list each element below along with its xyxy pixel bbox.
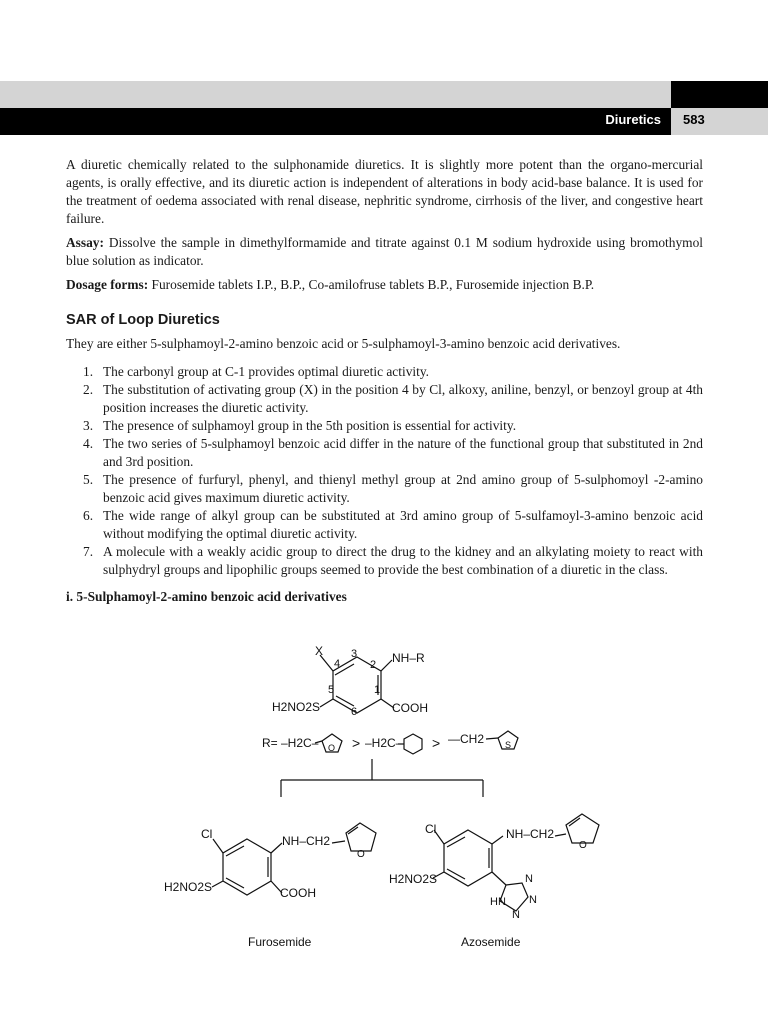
running-header: [0, 108, 671, 135]
nh-r-group: NH–R: [392, 651, 425, 665]
azosemide-nh-ch2: NH–CH2: [506, 827, 555, 841]
assay-paragraph: [66, 234, 703, 270]
page-number: 583: [671, 108, 768, 135]
list-item-text: The two series of 5-sulphamoyl benzoic acid differ in the nature of the functional group that substituted in 2nd and 3rd position.: [103, 436, 703, 469]
list-item-number: 1.: [83, 364, 94, 379]
furosemide-sulphamoyl: H2NO2S: [164, 880, 213, 894]
position-1: 1: [374, 684, 381, 696]
section-heading: SAR of Loop Diuretics: [66, 312, 220, 328]
greater-than-2: >: [432, 735, 441, 751]
tetrazole-n2: N: [529, 894, 537, 906]
subsection-heading: i. 5-Sulphamoyl-2-amino benzoic acid derivatives: [66, 589, 347, 604]
position-4: 4: [334, 658, 341, 670]
page-content: [66, 156, 703, 606]
list-item: [66, 381, 703, 417]
thiophene-sulfur: S: [505, 740, 512, 750]
benzyl-ring: [404, 734, 422, 754]
furosemide-furan-ring: [346, 823, 376, 851]
azosemide-name: Azosemide: [461, 935, 521, 949]
benzyl-label: –H2C–: [365, 736, 403, 750]
list-item-number: 6.: [83, 508, 94, 523]
r-label: R= –H2C–: [262, 736, 319, 750]
sar-intro: They are either 5-sulphamoyl-2-amino benzoic acid or 5-sulphamoyl-3-amino benzoic acid derivatives.: [66, 336, 621, 351]
list-item-number: 2.: [83, 382, 94, 397]
header-decor-block: [671, 81, 768, 108]
list-item: [66, 471, 703, 507]
list-item-text: The presence of sulphamoyl group in the 5th position is essential for activity.: [103, 418, 517, 433]
intro-paragraph: A diuretic chemically related to the sulphonamide diuretics. It is slightly more potent than the organo-mercurial agents, is orally effective, and its diuretic action is independent of alterations in body acid-base balance. It is used for the treatment of oedema associated with renal disease, nephritic syndrome, cirrhosis of the liver, and congestive heart failure.: [66, 157, 703, 226]
azosemide-cl: Cl: [425, 822, 437, 836]
list-item: [66, 507, 703, 543]
tetrazole-n1: N: [525, 873, 533, 885]
chemical-structures-figure: [0, 635, 768, 965]
azosemide-sulphamoyl: H2NO2S: [389, 872, 438, 886]
list-item: [66, 435, 703, 471]
position-6: 6: [351, 706, 358, 718]
list-item-text: The presence of furfuryl, phenyl, and thienyl methyl group at 2nd amino group of 5-sulphomoyl -2-amino benzoic acid gives maximum diuretic activity.: [103, 472, 703, 505]
position-2: 2: [370, 659, 377, 671]
list-item-text: The wide range of alkyl group can be substituted at 3rd amino group of 5-sulfamoyl-3-amino benzoic acid without modifying the optimal diuretic activity.: [103, 508, 703, 541]
list-item-number: 3.: [83, 418, 94, 433]
list-item-number: 7.: [83, 544, 94, 559]
assay-text: Dissolve the sample in dimethylformamide and titrate against 0.1 M sodium hydroxide using bromothymol blue solution as indicator.: [66, 235, 703, 268]
dosage-paragraph: [66, 276, 703, 294]
azosemide-furan-ring: [566, 814, 599, 843]
furosemide-furan-oxygen: O: [357, 849, 365, 860]
azosemide-benzene-ring: [444, 830, 492, 886]
tetrazole-hn: HN: [490, 896, 506, 908]
list-item: [66, 363, 703, 381]
header-decor-bar: [0, 81, 671, 108]
greater-than-1: >: [352, 735, 361, 751]
furosemide-cooh: COOH: [280, 886, 316, 900]
list-item: [66, 543, 703, 579]
sulphamoyl-group: H2NO2S: [272, 700, 321, 714]
azosemide-furan-oxygen: O: [579, 840, 587, 851]
chapter-title: Diuretics: [605, 112, 661, 127]
furan-oxygen: O: [328, 743, 336, 753]
list-item-number: 5.: [83, 472, 94, 487]
dosage-text: Furosemide tablets I.P., B.P., Co-amilofruse tablets B.P., Furosemide injection B.P.: [148, 277, 595, 292]
thienyl-ch2: —CH2: [448, 732, 485, 746]
list-item: [66, 417, 703, 435]
list-item-number: 4.: [83, 436, 94, 451]
furosemide-benzene-ring: [223, 839, 271, 895]
cooh-group: COOH: [392, 701, 428, 715]
assay-label: Assay:: [66, 235, 104, 250]
dosage-label: Dosage forms:: [66, 277, 149, 292]
furosemide-nh-ch2: NH–CH2: [282, 834, 331, 848]
tetrazole-n3: N: [512, 909, 520, 921]
position-3: 3: [351, 648, 358, 660]
list-item-text: A molecule with a weakly acidic group to direct the drug to the kidney and an alkylating moiety to react with sulphydryl groups and lipophilic groups seemed to provide the best combination of a diuretic in the class.: [103, 544, 703, 577]
substituent-x: X: [315, 644, 324, 658]
list-item-text: The substitution of activating group (X) in the position 4 by Cl, alkoxy, aniline, benzyl, or benzoyl group at 4th position increases the diuretic activity.: [103, 382, 703, 415]
furosemide-cl: Cl: [201, 827, 213, 841]
list-item-text: The carbonyl group at C-1 provides optimal diuretic activity.: [103, 364, 429, 379]
sar-list: [66, 363, 703, 579]
position-5: 5: [328, 684, 335, 696]
furosemide-name: Furosemide: [248, 935, 312, 949]
